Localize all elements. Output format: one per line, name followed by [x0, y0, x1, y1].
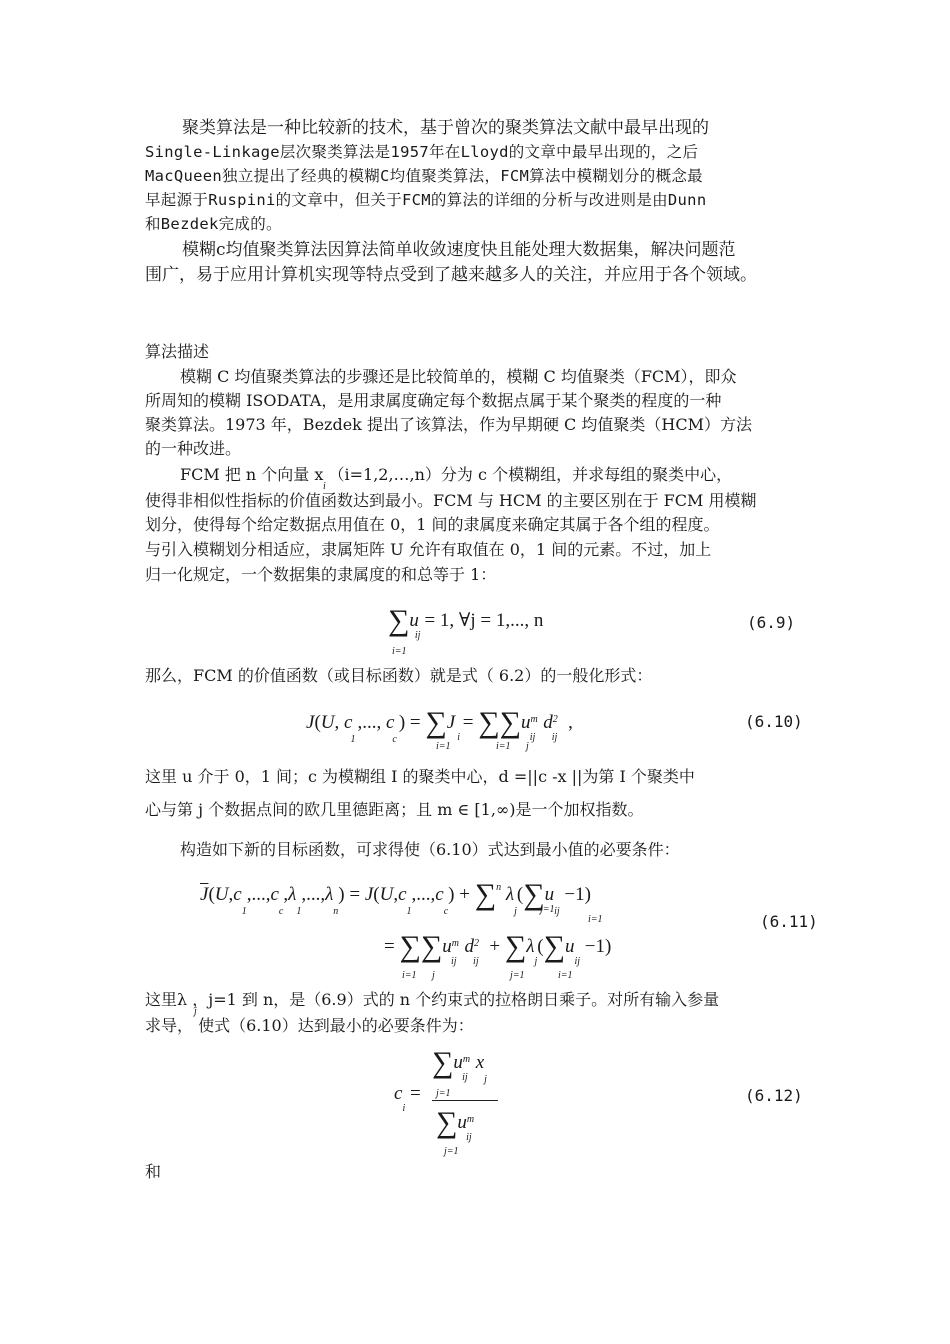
eq611-l2-lower-1: i=1 [402, 970, 417, 981]
p7: 构造如下新的目标函数，可求得使（6.10）式达到最小值的必要条件： [180, 840, 680, 859]
equation-number-6-9: (6.9) [747, 613, 796, 632]
eq612-den-lower: j=1 [444, 1146, 459, 1157]
equation-6-10: J(U, $c_1$,..., $c_c) = \sum J_i = \sum\sum u^m_{ij}d^2_{ij}$ , [306, 706, 573, 745]
equation-6-11-line-1: $\overline{J}(U,c_1,...,c_c,\lambda_1,...,\lambda_n) = J(U,c_1,...,c_c) + \sum^n$ $\lambda_j(\sum u_{ij} -1)$ [200, 878, 591, 917]
subscript-i: i [323, 481, 326, 492]
p4-line-2: 使得非相似性指标的价值函数达到最小。FCM 与 HCM 的主要区别在于 FCM 用模糊 [145, 491, 757, 510]
eq612-fraction-bar [432, 1100, 498, 1101]
p9: 和 [145, 1162, 162, 1181]
p3-line-1: 模糊 C 均值聚类算法的步骤还是比较简单的，模糊 C 均值聚类（FCM），即众 [180, 367, 737, 386]
equation-number-6-12: (6.12) [745, 1086, 803, 1105]
eq69-sum-lower: i=1 [392, 646, 407, 657]
eq611-sum-lower-i: i=1 [588, 914, 603, 925]
equation-6-12-denominator: $\sum u^m_{ij}$ [436, 1106, 475, 1143]
equation-6-12-numerator: $\sum u^m_{ij}x_j$ [432, 1046, 487, 1085]
eq610-sum-lower-2: i=1 [496, 741, 511, 752]
p4-line-5: 归一化规定，一个数据集的隶属度的和总等于 1： [145, 565, 497, 584]
eq611-l2-lower-2: j [432, 970, 435, 981]
eq610-sum-lower-1: i=1 [436, 741, 451, 752]
eq612-num-lower: j=1 [436, 1088, 451, 1099]
eq611-l2-lower-3: j=1 [510, 970, 525, 981]
equation-number-6-10: (6.10) [745, 712, 803, 731]
eq611-l2-lower-4: i=1 [558, 970, 573, 981]
p8-line-1: 这里λ ，j=1 到 n，是（6.9）式的 n 个约束式的拉格朗日乘子。对所有输入参量 [145, 990, 720, 1009]
p3-line-3: 聚类算法。1973 年，Bezdek 提出了该算法，作为早期硬 C 均值聚类（HCM）方法 [145, 415, 752, 434]
p3-line-2: 所周知的模糊 ISODATA，是用隶属度确定每个数据点属于某个聚类的程度的一种 [145, 391, 722, 410]
eq611-sum-lower-j: j=1 [540, 904, 555, 915]
equation-6-11-line-2: = $\sum\sum u^m_{ij}d^2_{ij} + \sum\lambda_j(\sum u_{ij} -1)$ [384, 930, 612, 967]
p5: 那么，FCM 的价值函数（或目标函数）就是式（ 6.2）的一般化形式： [145, 666, 653, 685]
intro-p2-line-1: 模糊c均值聚类算法因算法简单收敛速度快且能处理大数据集，解决问题范 [182, 240, 736, 260]
section-heading: 算法描述 [145, 342, 210, 361]
subscript-j: j [194, 1006, 197, 1017]
p8-line-2: 求导， 使式（6.10）达到最小的必要条件为： [145, 1016, 474, 1035]
p4-line-3: 划分，使得每个给定数据点用值在 0，1 间的隶属度来确定其属于各个组的程度。 [145, 515, 720, 534]
intro-line-1: 聚类算法是一种比较新的技术，基于曾次的聚类算法文献中最早出现的 [182, 118, 709, 138]
p6-line-2: 心与第 j 个数据点间的欧几里德距离；且 m ∈ [1,∞)是一个加权指数。 [145, 800, 644, 819]
p3-line-4: 的一种改进。 [145, 439, 242, 458]
equation-number-6-11: (6.11) [760, 912, 818, 931]
intro-line-3: MacQueen独立提出了经典的模糊C均值聚类算法，FCM算法中模糊划分的概念最 [145, 167, 703, 185]
p4-line-1: FCM 把 n 个向量 x （i=1,2,…,n）分为 c 个模糊组，并求每组的聚类中心， [180, 465, 733, 484]
intro-line-5: 和Bezdek完成的。 [145, 215, 282, 233]
intro-line-2: Single-Linkage层次聚类算法是1957年在Lloyd的文章中最早出现的，之后 [145, 143, 699, 161]
intro-line-4: 早起源于Ruspini的文章中，但关于FCM的算法的详细的分析与改进则是由Dunn [145, 191, 707, 209]
equation-6-9: $\sum u_{ij}= 1$, ∀j = 1,..., n [388, 604, 544, 641]
equation-6-12-lhs: $c_i$ = [394, 1083, 421, 1114]
eq610-sum-lower-3: j [526, 741, 529, 752]
p4-line-4: 与引入模糊划分相适应，隶属矩阵 U 允许有取值在 0，1 间的元素。不过，加上 [145, 540, 712, 559]
intro-p2-line-2: 围广，易于应用计算机实现等特点受到了越来越多人的关注，并应用于各个领域。 [145, 265, 757, 285]
p6-line-1: 这里 u 介于 0，1 间；c 为模糊组 I 的聚类中心，d =||c -x ||为第 I 个聚类中 [145, 767, 695, 786]
